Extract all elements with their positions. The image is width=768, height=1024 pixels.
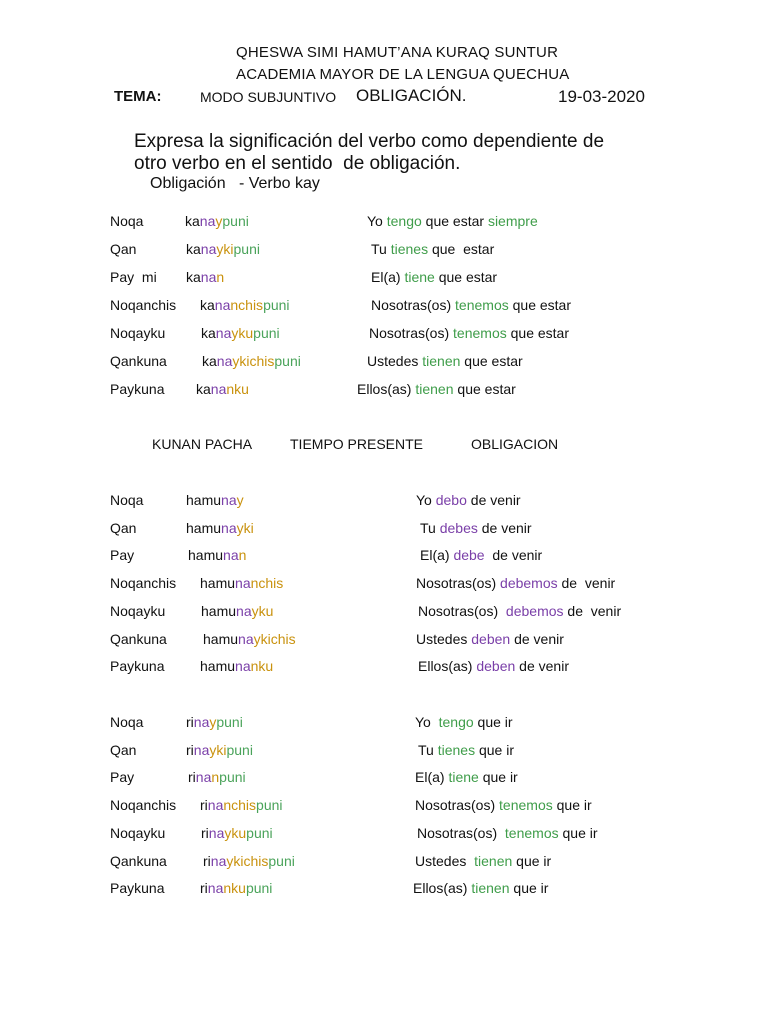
pronoun: Noqanchis: [110, 797, 177, 814]
obligation-marker: na: [210, 381, 227, 397]
quechua-verb: [201, 325, 280, 341]
person-suffix: yki: [216, 241, 234, 257]
pronoun: Qan: [110, 519, 137, 536]
page-title: OBLIGACIÓN.: [356, 86, 467, 105]
pronoun: Noqa: [110, 714, 144, 730]
modal-verb: deben: [471, 630, 511, 647]
person-suffix: y: [215, 213, 223, 229]
spanish-translation: [371, 241, 494, 257]
complement: de venir: [557, 575, 616, 592]
document-date: 19-03-2020: [558, 87, 645, 106]
obligation-marker: na: [236, 602, 252, 619]
spanish-translation: [415, 769, 518, 785]
quechua-verb: [186, 241, 260, 257]
quechua-verb: [186, 269, 224, 285]
pronoun: Paykuna: [110, 658, 165, 675]
complement: de venir: [466, 492, 521, 508]
complement: de venir: [515, 658, 569, 675]
modal-verb: tengo: [386, 213, 422, 229]
quechua-verb: [196, 381, 249, 397]
person-suffix: nchis: [250, 575, 284, 592]
person-suffix: ykichis: [232, 353, 275, 369]
spanish-translation: [415, 714, 513, 730]
quechua-verb: [203, 853, 295, 869]
emphasis-suffix: puni: [268, 852, 295, 869]
subject: Nosotras(os): [418, 602, 506, 619]
pronoun: Qan: [110, 241, 137, 257]
spanish-translation: [416, 575, 615, 591]
pronoun: Noqayku: [110, 824, 166, 841]
verb-root: hamu: [201, 602, 237, 619]
emphasis-suffix: puni: [274, 353, 301, 369]
quechua-verb: [202, 353, 301, 369]
complement: que ir: [475, 741, 514, 758]
verb-root: ka: [185, 213, 200, 229]
intro-line-2: otro verbo en el sentido de obligación.: [134, 153, 461, 174]
verb-root: ri: [203, 852, 211, 869]
subject: Ustedes: [367, 353, 423, 369]
modal-verb: deben: [476, 658, 516, 675]
obligation-marker: na: [199, 213, 216, 229]
pronoun: Noqa: [110, 492, 144, 508]
obligation-marker: na: [215, 325, 232, 341]
pronoun: Noqayku: [110, 325, 166, 341]
quechua-verb: [200, 797, 283, 813]
complement: que estar: [508, 297, 571, 313]
quechua-verb: [186, 520, 254, 536]
emphasis-suffix: puni: [253, 325, 280, 341]
tema-label: TEMA:: [114, 88, 162, 105]
verb-root: ka: [202, 353, 217, 369]
obligation-marker: na: [235, 658, 251, 675]
obligation-marker: na: [210, 852, 227, 869]
quechua-verb: [201, 825, 273, 841]
complement: que ir: [473, 714, 513, 730]
emphasis-suffix: puni: [256, 797, 283, 814]
obligation-marker: na: [223, 547, 239, 564]
person-suffix: yku: [251, 602, 274, 619]
pronoun: Noqanchis: [110, 575, 177, 592]
pronoun: Noqa: [110, 213, 144, 229]
subject: Nosotras(os): [416, 575, 501, 592]
spanish-translation: [371, 297, 571, 313]
pronoun: Noqayku: [110, 602, 166, 619]
subject: Ellos(as): [357, 381, 416, 397]
modal-verb: tenemos: [504, 824, 559, 841]
complement: que estar: [453, 381, 516, 397]
verb-root: ri: [186, 714, 194, 730]
complement: que ir: [478, 769, 518, 786]
person-suffix: n: [211, 769, 220, 786]
quechua-verb: [200, 880, 272, 896]
quechua-verb: [185, 213, 249, 229]
pronoun: Qankuna: [110, 353, 167, 369]
modal-verb: tiene: [404, 269, 435, 285]
modal-verb: tenemos: [453, 325, 507, 341]
verb-root: ri: [200, 880, 208, 897]
subject: Ustedes: [416, 630, 472, 647]
emphasis-suffix: puni: [222, 213, 249, 229]
modal-verb: tenemos: [455, 297, 509, 313]
spanish-translation: [418, 742, 514, 758]
modal-verb: debes: [439, 519, 478, 536]
obligation-marker: na: [195, 769, 212, 786]
quechua-verb: [200, 575, 283, 591]
intro-line-1: Expresa la significación del verbo como dependiente de: [134, 131, 605, 152]
pronoun: Qankuna: [110, 630, 167, 647]
complement: que ir: [552, 797, 592, 814]
verb-root: hamu: [188, 547, 224, 564]
verb-root: ka: [201, 325, 216, 341]
obligation-marker: na: [214, 297, 231, 313]
obligation-marker: na: [235, 575, 251, 592]
modal-verb: debo: [435, 492, 467, 508]
complement: que ir: [558, 824, 598, 841]
verb-root: hamu: [203, 630, 239, 647]
modal-verb: tiene: [448, 769, 479, 786]
emphasis-suffix: puni: [219, 769, 246, 786]
verb-root: ri: [200, 797, 208, 814]
obligation-marker: na: [193, 714, 210, 730]
quechua-verb: [186, 492, 244, 508]
pronoun: Pay: [110, 769, 135, 786]
tema-topic: MODO SUBJUNTIVO: [200, 89, 337, 105]
modal-verb: tienes: [390, 241, 429, 257]
spanish-translation: [418, 603, 621, 619]
section-subtitle: Obligación - Verbo kay: [150, 175, 320, 192]
spanish-translation: [418, 658, 569, 674]
spanish-translation: [371, 269, 497, 285]
person-suffix: nchis: [230, 297, 264, 313]
obligation-marker: na: [221, 492, 237, 508]
verb-root: hamu: [200, 575, 236, 592]
spanish-translation: [367, 353, 523, 369]
complement: que estar: [421, 213, 488, 229]
heading-obligacion: OBLIGACION: [471, 436, 559, 452]
verb-root: hamu: [186, 519, 222, 536]
emphasis-suffix: puni: [216, 714, 243, 730]
modal-verb: tienen: [471, 880, 510, 897]
person-suffix: y: [209, 714, 217, 730]
subject: Nosotras(os): [417, 824, 505, 841]
spanish-translation: [415, 853, 551, 869]
pronoun: Pay: [110, 547, 135, 564]
modal-verb: tenemos: [499, 797, 553, 814]
subject: Yo: [416, 492, 436, 508]
modal-verb: debe: [453, 547, 485, 564]
complement: de venir: [563, 602, 622, 619]
subject: El(a): [415, 769, 449, 786]
subject: El(a): [420, 547, 454, 564]
pronoun: Paykuna: [110, 880, 165, 897]
person-suffix: y: [236, 492, 244, 508]
subject: Nosotras(os): [371, 297, 456, 313]
verb-root: hamu: [200, 658, 236, 675]
spanish-translation: [413, 880, 548, 896]
quechua-verb: [201, 603, 273, 619]
complement: que estar: [428, 241, 495, 257]
institution-name-quechua: QHESWA SIMI HAMUT’ANA KURAQ SUNTUR: [236, 44, 559, 61]
verb-root: ri: [188, 769, 196, 786]
spanish-translation: [417, 825, 598, 841]
emphasis-suffix: puni: [246, 824, 273, 841]
heading-tiempo-presente: TIEMPO PRESENTE: [290, 436, 424, 452]
person-suffix: ykichis: [226, 852, 269, 869]
obligation-marker: na: [200, 269, 217, 285]
pronoun: Qan: [110, 741, 137, 758]
verb-root: ka: [186, 241, 201, 257]
complement: que estar: [506, 325, 569, 341]
pronoun: Pay mi: [110, 269, 157, 285]
modal-verb: debemos: [500, 575, 558, 592]
verb-root: hamu: [186, 492, 222, 508]
pronoun: Noqanchis: [110, 297, 177, 313]
obligation-marker: na: [238, 630, 254, 647]
heading-kunan-pacha: KUNAN PACHA: [152, 436, 253, 452]
subject: Yo: [415, 714, 439, 730]
quechua-verb: [203, 631, 296, 647]
obligation-marker: na: [216, 353, 233, 369]
quechua-verb: [200, 297, 290, 313]
subject: Tu: [371, 241, 391, 257]
verb-root: ri: [201, 824, 209, 841]
modal-verb: tengo: [438, 714, 474, 730]
obligation-marker: na: [207, 880, 224, 897]
spanish-translation: [369, 325, 569, 341]
modal-verb: tienes: [437, 741, 476, 758]
spanish-translation: [415, 797, 592, 813]
person-suffix: ykichis: [253, 630, 296, 647]
modal-verb: tienen: [474, 852, 513, 869]
obligation-marker: na: [207, 797, 224, 814]
spanish-translation: [416, 492, 521, 508]
obligation-marker: na: [221, 519, 237, 536]
emphasis-suffix: puni: [226, 741, 253, 758]
quechua-verb: [188, 547, 246, 563]
subject: Tu: [418, 741, 438, 758]
spanish-translation: [367, 213, 538, 229]
emphasis-suffix: puni: [263, 297, 290, 313]
quechua-verb: [188, 769, 246, 785]
modal-verb: tienen: [415, 381, 454, 397]
complement: que ir: [509, 880, 549, 897]
person-suffix: nku: [250, 658, 274, 675]
complement: que estar: [434, 269, 498, 285]
emphasis-suffix: puni: [233, 241, 260, 257]
spanish-translation: [420, 520, 532, 536]
person-suffix: n: [238, 547, 247, 564]
person-suffix: yki: [236, 519, 254, 536]
quechua-verb: [186, 714, 243, 730]
modal-verb: tienen: [422, 353, 461, 369]
quechua-verb: [186, 742, 253, 758]
institution-name-spanish: ACADEMIA MAYOR DE LA LENGUA QUECHUA: [236, 66, 570, 83]
person-suffix: yki: [209, 741, 227, 758]
spanish-translation: [416, 631, 564, 647]
complement: que ir: [512, 852, 552, 869]
subject: Ustedes: [415, 852, 475, 869]
pronoun: Paykuna: [110, 381, 165, 397]
emphasis-suffix: puni: [245, 880, 273, 897]
quechua-verb: [200, 658, 273, 674]
adverb: siempre: [487, 213, 538, 229]
subject: Nosotras(os): [415, 797, 500, 814]
subject: El(a): [371, 269, 405, 285]
modal-verb: debemos: [505, 602, 564, 619]
person-suffix: yku: [231, 325, 254, 341]
person-suffix: n: [216, 269, 225, 285]
person-suffix: yku: [224, 824, 247, 841]
subject: Nosotras(os): [369, 325, 454, 341]
complement: de venir: [484, 547, 543, 564]
subject: Ellos(as): [418, 658, 477, 675]
obligation-marker: na: [200, 241, 217, 257]
pronoun: Qankuna: [110, 852, 167, 869]
obligation-marker: na: [208, 824, 225, 841]
verb-root: ka: [200, 297, 215, 313]
complement: de venir: [510, 630, 564, 647]
spanish-translation: [420, 547, 542, 563]
verb-root: ka: [186, 269, 201, 285]
person-suffix: nchis: [223, 797, 257, 814]
person-suffix: nku: [226, 381, 249, 397]
person-suffix: nku: [223, 880, 246, 897]
subject: Ellos(as): [413, 880, 472, 897]
complement: que estar: [460, 353, 523, 369]
obligation-marker: na: [193, 741, 210, 758]
subject: Tu: [420, 519, 440, 536]
complement: de venir: [477, 519, 532, 536]
spanish-translation: [357, 381, 516, 397]
subject: Yo: [367, 213, 387, 229]
verb-root: ka: [196, 381, 211, 397]
verb-root: ri: [186, 741, 194, 758]
